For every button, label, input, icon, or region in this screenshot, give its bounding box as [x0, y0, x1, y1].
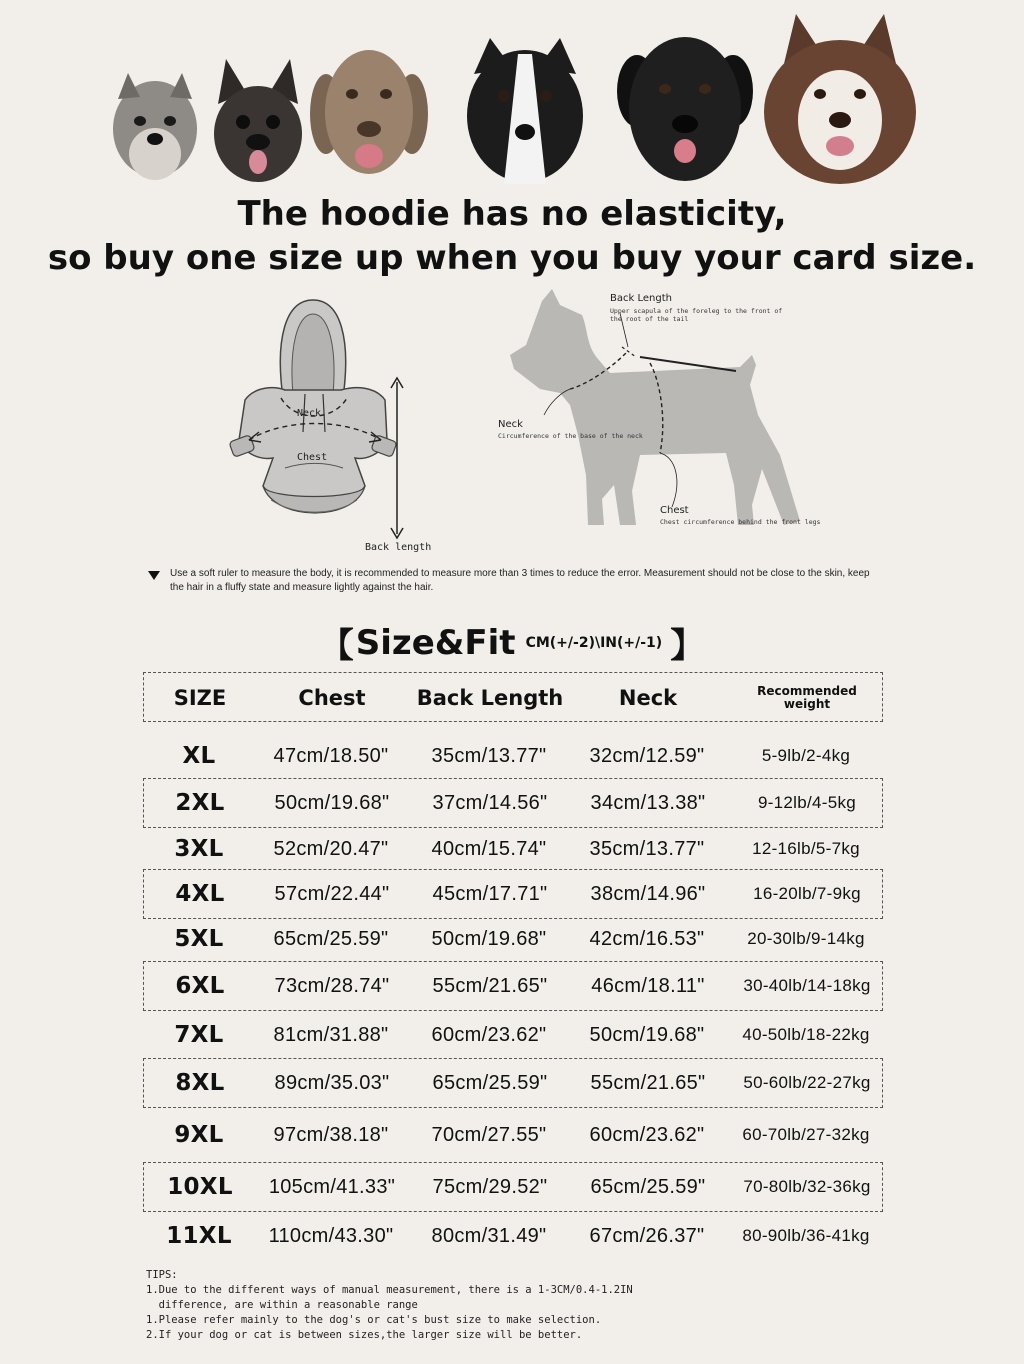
dog-neck-label: Neck: [498, 419, 523, 430]
row-chest: 105cm/41.33": [268, 1175, 396, 1198]
row-size: 4XL: [175, 881, 225, 907]
table-row: [143, 1058, 883, 1108]
row-weight: 70-80lb/32-36kg: [743, 1177, 871, 1196]
hoodie-neck-label: Neck: [297, 408, 322, 419]
row-size: 9XL: [174, 1122, 224, 1148]
row-back-length: 45cm/17.71": [432, 882, 548, 905]
row-chest: 89cm/35.03": [274, 1071, 390, 1094]
row-size: 8XL: [175, 1070, 225, 1096]
row-back-length: 60cm/23.62": [431, 1023, 547, 1046]
dog-back-length-desc-2: the root of the tail: [610, 315, 689, 323]
row-neck: 32cm/12.59": [589, 744, 705, 767]
dog-neck-desc: Circumference of the base of the neck: [498, 432, 643, 440]
header-weight-line-2: weight: [783, 697, 831, 711]
header-chest: Chest: [298, 686, 366, 710]
dog-silhouette: [490, 285, 860, 540]
row-neck: 42cm/16.53": [589, 927, 705, 950]
row-chest: 52cm/20.47": [273, 837, 389, 860]
header-back-length: Back Length: [416, 686, 564, 710]
table-row: [143, 778, 883, 828]
tips-line-2: 1.Please refer mainly to the dog's or cat's bust size to make selection.: [146, 1314, 602, 1326]
border-collie-photo: [460, 34, 590, 184]
row-chest: 110cm/43.30": [268, 1224, 394, 1247]
dog-chest-desc: Chest circumference behind the front legs: [660, 518, 821, 526]
dog-back-length-desc: [610, 307, 782, 323]
dog-measurement-diagram: [490, 285, 860, 540]
row-weight: 20-30lb/9-14kg: [747, 929, 865, 948]
row-neck: 35cm/13.77": [589, 837, 705, 860]
table-row: [143, 1010, 883, 1060]
tips-line-1b: difference, are within a reasonable range: [146, 1299, 418, 1311]
row-chest: 65cm/25.59": [273, 927, 389, 950]
hoodie-back-length-label: Back length: [365, 542, 432, 553]
row-chest: 73cm/28.74": [274, 974, 390, 997]
row-chest: 97cm/38.18": [273, 1123, 389, 1146]
table-row: [143, 961, 883, 1011]
row-back-length: 70cm/27.55": [431, 1123, 547, 1146]
schnauzer-photo: [100, 59, 210, 184]
title-bracket-close: 】: [670, 626, 705, 666]
row-back-length: 37cm/14.56": [432, 791, 548, 814]
table-row: [143, 1211, 883, 1261]
row-weight: 80-90lb/36-41kg: [742, 1226, 870, 1245]
dog-back-length-label: Back Length: [610, 293, 672, 304]
row-chest: 50cm/19.68": [274, 791, 390, 814]
size-fit-heading: Size&Fit: [355, 622, 516, 663]
row-neck: 46cm/18.11": [591, 974, 705, 997]
row-neck: 50cm/19.68": [589, 1023, 705, 1046]
french-bulldog-photo: [208, 54, 308, 184]
size-table-header: [143, 672, 883, 722]
hoodie-illustration: [215, 290, 445, 560]
tips-line-1: 1.Due to the different ways of manual measurement, there is a 1-3CM/0.4-1.2IN: [146, 1284, 633, 1296]
alaskan-malamute-photo: [760, 8, 920, 184]
row-chest: 57cm/22.44": [274, 882, 390, 905]
row-chest: 81cm/31.88": [273, 1023, 389, 1046]
measurement-note-text: Use a soft ruler to measure the body, it is recommended to measure more than 3 times to reduce the error. Measurement should not be close to the skin, keep the hair in a fluffy state and measure lightly against the hair.: [170, 568, 870, 593]
header-weight-line-1: Recommended: [757, 684, 857, 698]
row-size: 10XL: [167, 1174, 233, 1200]
table-row: [143, 869, 883, 919]
row-weight: 5-9lb/2-4kg: [761, 746, 851, 765]
weimaraner-photo: [310, 34, 428, 184]
headline: [0, 192, 1024, 280]
row-size: 11XL: [166, 1223, 232, 1249]
measurement-note: [150, 567, 870, 595]
row-back-length: 50cm/19.68": [431, 927, 547, 950]
headline-line-2: so buy one size up when you buy your card size.: [47, 238, 977, 278]
row-chest: 47cm/18.50": [273, 744, 389, 767]
row-back-length: 65cm/25.59": [432, 1071, 548, 1094]
row-back-length: 75cm/29.52": [432, 1175, 548, 1198]
size-fit-unit: CM(+/-2)\IN(+/-1): [525, 634, 663, 651]
dog-chest-label: Chest: [660, 505, 689, 516]
tips-section: [146, 1268, 846, 1343]
row-size: 2XL: [175, 790, 225, 816]
row-weight: 60-70lb/27-32kg: [742, 1125, 870, 1144]
header-recommended-weight: [730, 673, 884, 723]
hoodie-chest-label: Chest: [297, 452, 328, 463]
row-size: 7XL: [174, 1022, 224, 1048]
table-row: [143, 1110, 883, 1160]
dog-back-length-desc-1: Upper scapula of the foreleg to the front of: [610, 307, 783, 315]
row-neck: 34cm/13.38": [590, 791, 706, 814]
dog-photo-strip: [100, 8, 920, 184]
tips-line-3: 2.If your dog or cat is between sizes,the larger size will be better.: [146, 1329, 583, 1341]
row-size: 3XL: [174, 836, 224, 862]
title-bracket-open: 【: [319, 626, 354, 666]
black-labrador-photo: [615, 29, 755, 184]
row-weight: 16-20lb/7-9kg: [753, 884, 861, 903]
row-weight: 12-16lb/5-7kg: [752, 839, 860, 858]
row-back-length: 40cm/15.74": [431, 837, 547, 860]
triangle-down-icon: [148, 571, 160, 580]
table-row: [143, 914, 883, 964]
table-row: [143, 824, 883, 874]
row-size: 6XL: [175, 973, 225, 999]
row-neck: 55cm/21.65": [590, 1071, 706, 1094]
row-neck: 38cm/14.96": [590, 882, 706, 905]
row-weight: 30-40lb/14-18kg: [743, 976, 871, 995]
row-size: XL: [182, 743, 216, 769]
row-size: 5XL: [174, 926, 224, 952]
header-neck: Neck: [618, 686, 678, 710]
headline-line-1: The hoodie has no elasticity,: [237, 194, 787, 234]
row-neck: 60cm/23.62": [589, 1123, 705, 1146]
hoodie-diagram: [215, 290, 445, 560]
table-row: [143, 731, 883, 781]
row-back-length: 35cm/13.77": [431, 744, 547, 767]
row-neck: 65cm/25.59": [590, 1175, 706, 1198]
row-weight: 50-60lb/22-27kg: [743, 1073, 871, 1092]
size-fit-title: [0, 618, 1024, 667]
header-size: SIZE: [173, 686, 227, 710]
row-weight: 40-50lb/18-22kg: [742, 1025, 870, 1044]
tips-heading: TIPS:: [146, 1269, 178, 1281]
row-back-length: 80cm/31.49": [431, 1224, 547, 1247]
table-row: [143, 1162, 883, 1212]
row-neck: 67cm/26.37": [589, 1224, 705, 1247]
row-weight: 9-12lb/4-5kg: [757, 793, 857, 812]
row-back-length: 55cm/21.65": [432, 974, 548, 997]
